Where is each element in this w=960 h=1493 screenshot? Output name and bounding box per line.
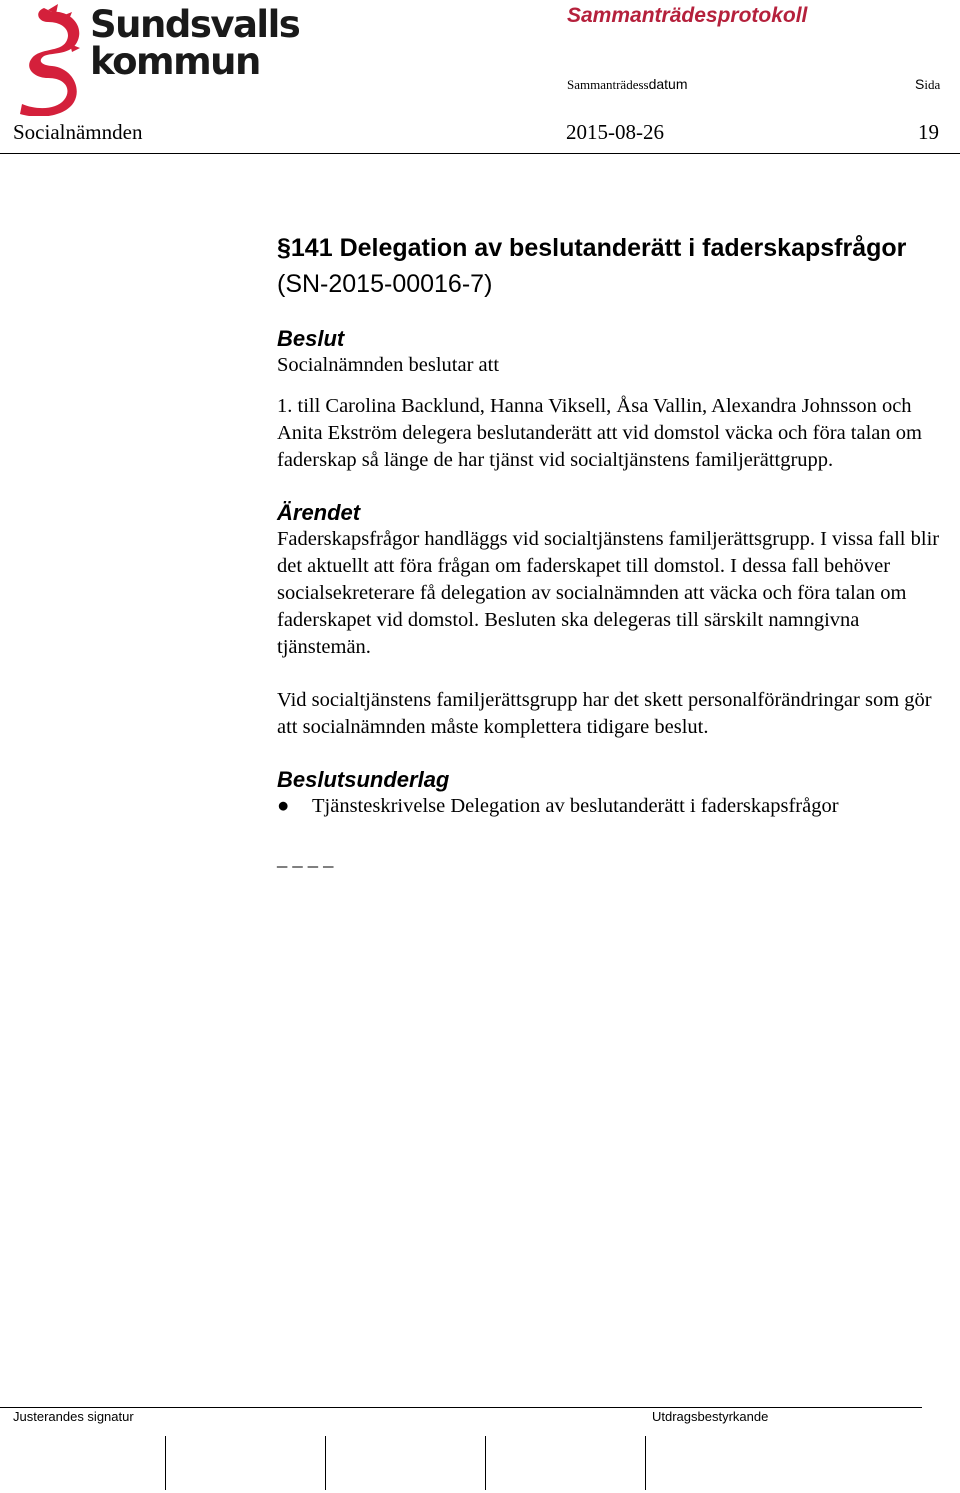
section-symbol: § [277, 234, 291, 262]
logo-line-1: Sundsvalls [90, 3, 300, 46]
underlag-list-item [277, 793, 947, 820]
signature-label: Justerandes signatur [13, 1409, 134, 1424]
section-title [277, 232, 947, 264]
committee-name: Socialnämnden [13, 120, 143, 144]
signature-box-divider [645, 1436, 646, 1490]
page-label-sans: S [915, 76, 925, 92]
document-type: Sammanträdesprotokoll [567, 4, 808, 27]
beslut-item-1: 1. till Carolina Backlund, Hanna Viksell, Åsa Vallin, Alexandra Johnsson och Anita Ekström delegera beslutanderätt att vid domstol väcka och föra talan om faderskap så länge de har tjänst vid socialtjänstens familjerättgrupp. [277, 395, 922, 471]
sundsvalls-kommun-logo [14, 4, 304, 116]
dragon-emblem-icon [14, 4, 84, 116]
signature-box-divider [325, 1436, 326, 1490]
logo-line-2: kommun [90, 40, 260, 83]
beslut-intro: Socialnämnden beslutar att [277, 354, 500, 376]
date-label-sans: datum [648, 76, 688, 92]
meeting-date: 2015-08-26 [566, 120, 664, 144]
page-number: 19 [918, 120, 939, 144]
header-divider [0, 153, 960, 154]
arendet-heading: Ärendet [277, 500, 361, 525]
arendet-paragraph-1: Faderskapsfrågor handläggs vid socialtjänstens familjerättsgrupp. I vissa fall blir det aktuellt att föra frågan om faderskapet till domstol. I dessa fall behöver socialsekreterare få delegation av socialnämnden att väcka och föra talan om faderskapet vid domstol. Besluten ska delegeras till särskilt namngivna tjänstemän. [277, 528, 940, 658]
date-label [567, 76, 688, 93]
beslut-heading: Beslut [277, 326, 345, 351]
arendet-paragraph-2: Vid socialtjänstens familjerättsgrupp har det skett personalförändringar som gör att socialnämnden måste komplettera tidigare beslut. [277, 689, 932, 738]
main-content [277, 232, 947, 873]
page-label [915, 76, 940, 93]
underlag-item-text: Tjänsteskrivelse Delegation av beslutanderätt i faderskapsfrågor [312, 795, 839, 817]
page-label-serif: ida [924, 77, 941, 92]
bullet-icon: ● [277, 795, 290, 817]
extract-label: Utdragsbestyrkande [652, 1409, 769, 1424]
end-mark: _ _ _ _ [277, 848, 334, 870]
date-label-serif: Sammanträdess [567, 77, 649, 92]
signature-box-divider [485, 1436, 486, 1490]
section-title-text: 141 Delegation av beslutanderätt i faderskapsfrågor [290, 234, 907, 262]
signature-box-divider [165, 1436, 166, 1490]
footer-divider [0, 1407, 922, 1408]
case-number: (SN-2015-00016-7) [277, 270, 493, 298]
beslutsunderlag-heading: Beslutsunderlag [277, 767, 450, 792]
logo-wordmark [90, 3, 300, 83]
